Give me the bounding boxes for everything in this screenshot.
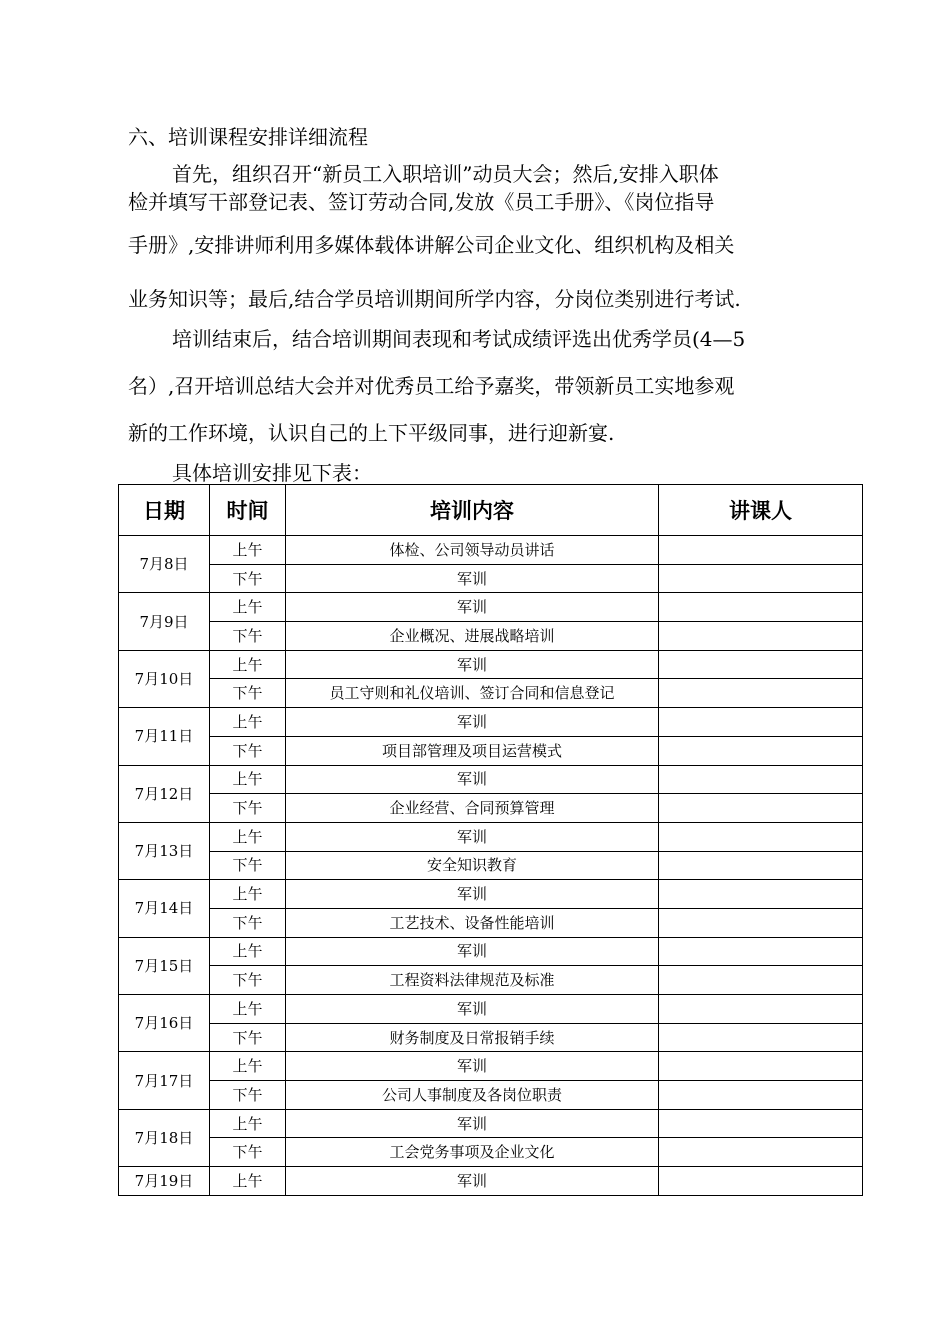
summary-paragraph	[128, 316, 828, 457]
lecturer-cell	[659, 765, 863, 794]
lecturer-cell	[659, 564, 863, 593]
time-cell: 下午	[210, 794, 286, 823]
content-cell: 工会党务事项及企业文化	[286, 1138, 659, 1167]
time-cell: 下午	[210, 1081, 286, 1110]
content-cell: 军训	[286, 1109, 659, 1138]
paragraph-line: 首先，组织召开“新员工入职培训”动员大会；然后,安排入职体	[172, 162, 719, 186]
paragraph-line: 新的工作环境，认识自己的上下平级同事，进行迎新宴.	[128, 421, 615, 445]
time-cell: 下午	[210, 966, 286, 995]
date-cell: 7月11日	[119, 708, 210, 765]
header-content: 培训内容	[286, 485, 659, 536]
content-cell: 企业经营、合同预算管理	[286, 794, 659, 823]
table-row	[119, 1081, 863, 1110]
table-body	[119, 536, 863, 1196]
time-cell: 上午	[210, 822, 286, 851]
time-cell: 上午	[210, 650, 286, 679]
lecturer-cell	[659, 708, 863, 737]
time-cell: 下午	[210, 679, 286, 708]
paragraph-line: 检并填写干部登记表、签订劳动合同,发放《员工手册》、《岗位指导	[128, 190, 715, 214]
table-row	[119, 708, 863, 737]
date-cell: 7月14日	[119, 880, 210, 937]
date-cell: 7月16日	[119, 995, 210, 1052]
date-cell: 7月19日	[119, 1167, 210, 1196]
date-cell: 7月12日	[119, 765, 210, 822]
lecturer-cell	[659, 1109, 863, 1138]
date-cell: 7月13日	[119, 822, 210, 879]
date-cell: 7月15日	[119, 937, 210, 994]
date-cell: 7月9日	[119, 593, 210, 650]
lecturer-cell	[659, 794, 863, 823]
lecturer-cell	[659, 536, 863, 565]
table-row	[119, 622, 863, 651]
content-cell: 军训	[286, 593, 659, 622]
time-cell: 上午	[210, 1167, 286, 1196]
time-cell: 上午	[210, 1109, 286, 1138]
content-cell: 军训	[286, 765, 659, 794]
lecturer-cell	[659, 995, 863, 1024]
time-cell: 上午	[210, 765, 286, 794]
table-row	[119, 908, 863, 937]
paragraph-line: 业务知识等；最后,结合学员培训期间所学内容，分岗位类别进行考试.	[128, 287, 741, 311]
lecturer-cell	[659, 1167, 863, 1196]
lecturer-cell	[659, 966, 863, 995]
content-cell: 企业概况、进展战略培训	[286, 622, 659, 651]
table-row	[119, 765, 863, 794]
content-cell: 军训	[286, 995, 659, 1024]
lecturer-cell	[659, 851, 863, 880]
time-cell: 上午	[210, 708, 286, 737]
table-row	[119, 593, 863, 622]
time-cell: 上午	[210, 593, 286, 622]
time-cell: 上午	[210, 937, 286, 966]
paragraph-line: 手册》,安排讲师利用多媒体载体讲解公司企业文化、组织机构及相关	[128, 233, 735, 257]
time-cell: 下午	[210, 1138, 286, 1167]
lecturer-cell	[659, 650, 863, 679]
time-cell: 下午	[210, 736, 286, 765]
time-cell: 下午	[210, 908, 286, 937]
content-cell: 公司人事制度及各岗位职责	[286, 1081, 659, 1110]
date-cell: 7月17日	[119, 1052, 210, 1109]
time-cell: 上午	[210, 536, 286, 565]
table-row	[119, 536, 863, 565]
content-cell: 军训	[286, 650, 659, 679]
date-cell: 7月18日	[119, 1109, 210, 1166]
lecturer-cell	[659, 1052, 863, 1081]
lecturer-cell	[659, 908, 863, 937]
lecturer-cell	[659, 1081, 863, 1110]
content-cell: 军训	[286, 937, 659, 966]
content-cell: 财务制度及日常报销手续	[286, 1023, 659, 1052]
lecturer-cell	[659, 679, 863, 708]
content-cell: 工程资料法律规范及标准	[286, 966, 659, 995]
table-row	[119, 966, 863, 995]
time-cell: 下午	[210, 1023, 286, 1052]
time-cell: 上午	[210, 880, 286, 909]
table-row	[119, 937, 863, 966]
table-row	[119, 995, 863, 1024]
lecturer-cell	[659, 880, 863, 909]
table-row	[119, 564, 863, 593]
content-cell: 工艺技术、设备性能培训	[286, 908, 659, 937]
content-cell: 项目部管理及项目运营模式	[286, 736, 659, 765]
training-schedule-table	[118, 484, 863, 1196]
content-cell: 军训	[286, 1052, 659, 1081]
content-cell: 军训	[286, 564, 659, 593]
section-heading: 六、培训课程安排详细流程	[128, 125, 368, 149]
header-date: 日期	[119, 485, 210, 536]
table-row	[119, 851, 863, 880]
content-cell: 安全知识教育	[286, 851, 659, 880]
table-row	[119, 736, 863, 765]
table-row	[119, 1167, 863, 1196]
time-cell: 下午	[210, 564, 286, 593]
header-time: 时间	[210, 485, 286, 536]
content-cell: 员工守则和礼仪培训、签订合同和信息登记	[286, 679, 659, 708]
table-row	[119, 1109, 863, 1138]
table-header-row	[119, 485, 863, 536]
intro-paragraph	[128, 160, 828, 324]
time-cell: 下午	[210, 622, 286, 651]
table-row	[119, 822, 863, 851]
date-cell: 7月8日	[119, 536, 210, 593]
time-cell: 上午	[210, 1052, 286, 1081]
date-cell: 7月10日	[119, 650, 210, 707]
lecturer-cell	[659, 822, 863, 851]
lecturer-cell	[659, 1023, 863, 1052]
table-row	[119, 1023, 863, 1052]
content-cell: 体检、公司领导动员讲话	[286, 536, 659, 565]
table-row	[119, 880, 863, 909]
table-row	[119, 679, 863, 708]
table-row	[119, 1052, 863, 1081]
header-lecturer: 讲课人	[659, 485, 863, 536]
content-cell: 军训	[286, 880, 659, 909]
content-cell: 军训	[286, 708, 659, 737]
lecturer-cell	[659, 622, 863, 651]
time-cell: 上午	[210, 995, 286, 1024]
table-row	[119, 1138, 863, 1167]
table-row	[119, 650, 863, 679]
lecturer-cell	[659, 736, 863, 765]
paragraph-line: 名）,召开培训总结大会并对优秀员工给予嘉奖，带领新员工实地参观	[128, 374, 735, 398]
lecturer-cell	[659, 1138, 863, 1167]
lecturer-cell	[659, 937, 863, 966]
table-intro: 具体培训安排见下表：	[172, 461, 372, 485]
time-cell: 下午	[210, 851, 286, 880]
paragraph-line: 培训结束后，结合培训期间表现和考试成绩评选出优秀学员(4—5	[172, 327, 746, 351]
table-row	[119, 794, 863, 823]
lecturer-cell	[659, 593, 863, 622]
content-cell: 军训	[286, 1167, 659, 1196]
content-cell: 军训	[286, 822, 659, 851]
